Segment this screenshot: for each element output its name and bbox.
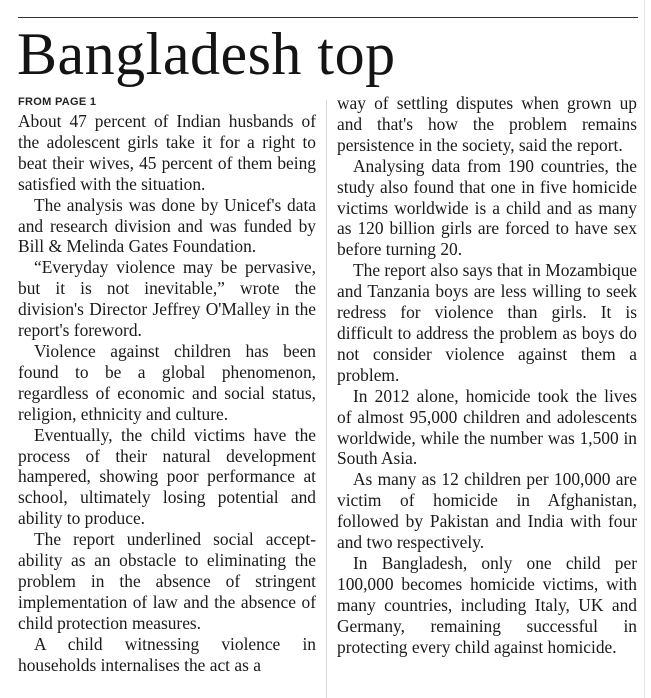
article-paragraph: About 47 percent of Indian husbands of the adolescent girls take it for a right to beat their wives, 45 percent of them being satisfied with the situation.	[18, 111, 316, 194]
article-paragraph: Eventually, the child victims have the process of their natural development hampered, showing poor performance at school, ultimately losing potential and ability to produce.	[18, 424, 316, 529]
article-paragraph: A child witnessing violence in households internalises the act as a	[18, 633, 316, 675]
article-paragraph: “Everyday violence may be pervasive, but it is not inevitable,” wrote the division's Director Jeffrey O'Malley in the report's foreword.	[18, 257, 316, 341]
article-paragraph: In Bangladesh, only one child per 100,000 becomes homicide victims, with many countries, including Italy, UK and Germany, remaining successful in protecting every child against homicide.	[337, 552, 637, 657]
section-divider-rule	[18, 17, 638, 18]
article-column-right	[337, 93, 637, 657]
article-paragraph: way of settling disputes when grown up and that's how the problem remains persistence in the society, said the report.	[337, 93, 637, 155]
article-paragraph: The analysis was done by Unicef's data and research division and was funded by Bill & Melinda Gates Foundation.	[18, 194, 316, 257]
article-paragraph: The report underlined social acceptability as an obstacle to eliminating the problem in the absence of stringent implementation of law and the absence of child protection measures.	[18, 529, 316, 633]
article-paragraph: In 2012 alone, homicide took the lives of almost 95,000 children and adolescents worldwide, while the number was 1,500 in South Asia.	[337, 385, 637, 469]
article-column-left	[18, 93, 316, 675]
article-headline: Bangladesh top	[17, 21, 396, 87]
article-paragraph: The report also says that in Mozambique and Tanzania boys are less willing to seek redress for violence than girls. It is difficult to address the problem as boys do not consider violence against them a problem.	[337, 260, 637, 385]
page-edge-line	[644, 0, 645, 698]
column-divider	[326, 100, 327, 698]
article-paragraph: As many as 12 children per 100,000 are victim of homicide in Afghanistan, followed by Pakistan and India with four and two respectively.	[337, 469, 637, 553]
article-paragraph: Violence against children has been found to be a global phenomenon, regardless of economic and social status, religion, ethnicity and culture.	[18, 340, 316, 424]
article-paragraph: Analysing data from 190 countries, the study also found that one in five homicide victims worldwide is a child and as many as 120 billion girls are forced to have sex before turning 20.	[337, 155, 637, 260]
continuation-kicker: FROM PAGE 1	[18, 96, 97, 108]
